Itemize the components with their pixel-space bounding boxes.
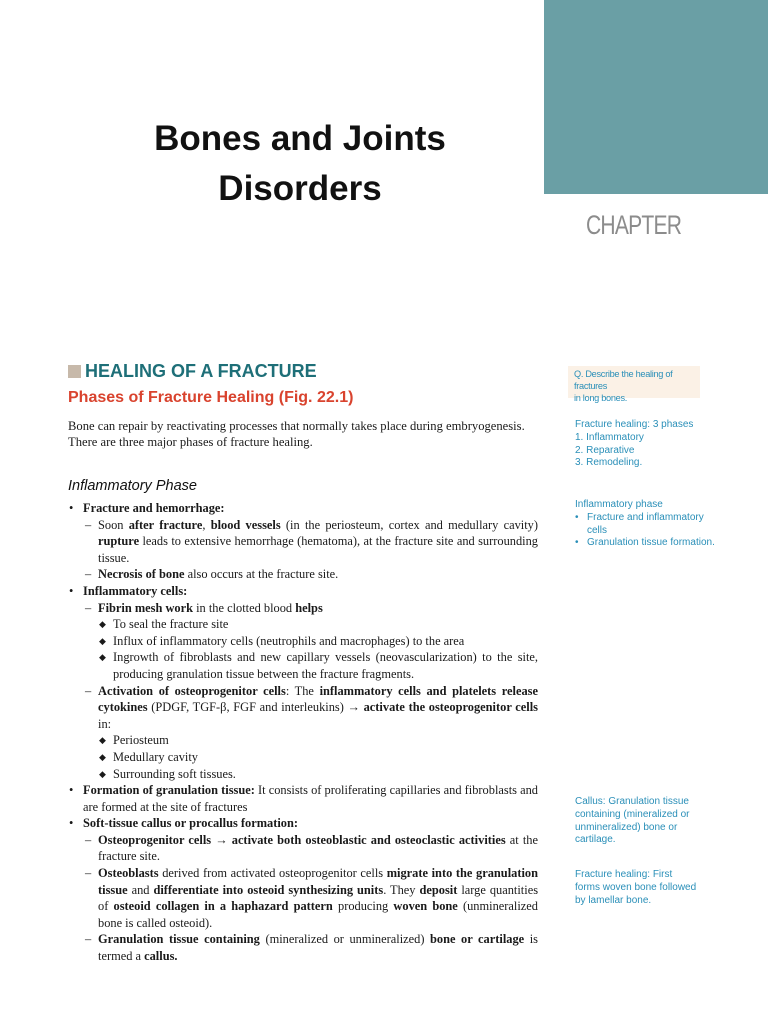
- text: Surrounding soft tissues.: [113, 766, 236, 781]
- bullet-icon: •: [69, 816, 74, 831]
- list-item: [68, 583, 538, 600]
- bullet-icon: •: [575, 511, 579, 523]
- text: large quantities of: [98, 882, 539, 914]
- intro-text: Bone can repair by reactivating processes that normally takes place during embryogenesis. There are three major phases of fracture healing.: [68, 419, 525, 449]
- text: Medullary cavity: [113, 749, 198, 764]
- bold-text: helps: [295, 600, 323, 615]
- bullet-icon: •: [575, 537, 579, 549]
- text: (mineralized or unmineralized): [259, 932, 431, 947]
- diamond-bullet-icon: ◆: [99, 619, 106, 630]
- phases-note-item: 2. Reparative: [575, 444, 635, 456]
- question-line-2: in long bones.: [574, 393, 628, 403]
- bold-text: after fracture: [128, 517, 203, 532]
- chapter-label: CHAPTER: [586, 210, 682, 240]
- list-item: [68, 600, 538, 617]
- phases-note-item: 1. Inflammatory: [575, 431, 644, 443]
- list-item: [68, 732, 538, 749]
- text: Ingrowth of fibroblasts and new capillary vessels (neovascularization) to the site, producing granulation tissue between the fracture fragments.: [113, 650, 538, 681]
- phases-note: [575, 419, 725, 470]
- text: also occurs at the fracture site.: [184, 567, 339, 582]
- body-list: [68, 500, 538, 965]
- list-item: [68, 649, 538, 682]
- list-item: [68, 633, 538, 650]
- list-item: [68, 517, 538, 567]
- diamond-bullet-icon: ◆: [99, 735, 106, 746]
- bold-text: woven bone: [393, 899, 458, 914]
- inflammatory-note-item-text: Granulation tissue formation.: [587, 537, 715, 549]
- text: (PDGF, TGF-β, FGF and interleukins) →: [147, 700, 364, 715]
- list-item: [68, 782, 538, 815]
- diamond-bullet-icon: ◆: [99, 751, 106, 762]
- diamond-bullet-icon: ◆: [99, 635, 106, 646]
- text: Influx of inflammatory cells (neutrophils and macrophages) to the area: [113, 633, 465, 648]
- question-line-1: Q. Describe the healing of fractures: [574, 369, 673, 391]
- bold-text: inflammatory cells and platelets release cytokines: [98, 683, 538, 715]
- text: is termed a: [98, 932, 538, 964]
- bold-text: deposit: [419, 882, 458, 897]
- bold-text: bone or cartilage: [430, 932, 525, 947]
- bullet-icon: •: [69, 583, 74, 598]
- bold-text: Inflammatory cells:: [83, 583, 188, 598]
- list-item: [68, 566, 538, 583]
- list-item: [68, 815, 538, 832]
- section-heading-text: HEALING OF A FRACTURE: [85, 361, 317, 381]
- text: Periosteum: [113, 733, 169, 748]
- text: producing: [332, 899, 394, 914]
- inflammatory-note-item-text: Fracture and inflammatory cells: [587, 511, 704, 536]
- text: To seal the fracture site: [113, 617, 229, 632]
- phase-heading: Inflammatory Phase: [68, 478, 197, 494]
- list-item: [68, 616, 538, 633]
- text: ,: [202, 517, 211, 532]
- subsection-heading: Phases of Fracture Healing (Fig. 22.1): [68, 389, 354, 406]
- text: leads to extensive hemorrhage (hematoma), at the fracture site and surrounding tissue.: [98, 534, 538, 565]
- phases-note-title: Fracture healing: 3 phases: [575, 419, 694, 430]
- bold-text: Fracture and hemorrhage:: [83, 501, 225, 515]
- diamond-bullet-icon: ◆: [99, 768, 106, 779]
- dash-icon: –: [85, 832, 92, 847]
- bold-text: osteoid collagen in a haphazard pattern: [113, 899, 333, 914]
- text: (in the periosteum, cortex and medullary cavity): [280, 517, 538, 532]
- inflammatory-note: [575, 499, 725, 550]
- list-item: [68, 832, 538, 865]
- dash-icon: –: [85, 517, 92, 532]
- bold-text: Soft-tissue callus or procallus formation:: [83, 816, 298, 831]
- callus-note: Callus: Granulation tissue containing (mineralized or unmineralized) bone or cartilage.: [575, 796, 690, 846]
- dash-icon: –: [85, 683, 92, 698]
- woven-bone-note: Fracture healing: First forms woven bone followed by lamellar bone.: [575, 869, 697, 906]
- inflammatory-note-item: [575, 512, 725, 538]
- inflammatory-note-title: Inflammatory phase: [575, 499, 663, 510]
- text: derived from activated osteoprogenitor cells: [158, 866, 387, 881]
- text: in the clotted blood: [193, 600, 296, 615]
- text: (unmineralized bone is called osteoid).: [98, 899, 538, 930]
- list-item: [68, 683, 538, 733]
- bold-text: Formation of granulation tissue:: [83, 783, 255, 798]
- bold-text: Granulation tissue containing: [98, 932, 260, 947]
- inflammatory-note-item: [575, 537, 725, 550]
- list-item: [68, 500, 538, 517]
- dash-icon: –: [85, 567, 92, 582]
- text: in:: [98, 716, 112, 731]
- bold-text: Necrosis of bone: [98, 567, 185, 582]
- bold-text: Activation of osteoprogenitor cells: [98, 683, 286, 698]
- bullet-icon: •: [69, 783, 74, 798]
- bold-text: migrate into the granulation tissue: [98, 866, 538, 897]
- diamond-bullet-icon: ◆: [99, 652, 106, 663]
- text: and: [127, 882, 154, 897]
- list-item: [68, 865, 538, 931]
- list-item: [68, 766, 538, 783]
- bullet-icon: •: [69, 501, 74, 515]
- section-heading: [68, 361, 317, 382]
- list-item: [68, 931, 538, 964]
- phases-note-item: 3. Remodeling.: [575, 457, 643, 469]
- text: : The: [285, 683, 320, 698]
- chapter-title-line-1: Bones and Joints: [154, 119, 446, 158]
- text: It consists of proliferating capillaries and fibroblasts and are formed at the site of fractures: [83, 783, 538, 814]
- bold-text: callus.: [144, 949, 178, 964]
- list-item: [68, 749, 538, 766]
- dash-icon: –: [85, 932, 92, 947]
- bold-text: Fibrin mesh work: [98, 600, 193, 615]
- chapter-color-block: [544, 0, 768, 194]
- bold-text: Osteoprogenitor cells → activate both osteoblastic and osteoclastic activities: [98, 832, 506, 847]
- chapter-title-line-2: Disorders: [218, 169, 382, 208]
- bold-text: activate the osteoprogenitor cells: [363, 700, 538, 715]
- text: . They: [383, 882, 420, 897]
- intro-paragraph: [68, 418, 550, 450]
- section-square-icon: [68, 365, 81, 378]
- bold-text: Osteoblasts: [98, 866, 159, 881]
- bold-text: rupture: [98, 534, 140, 549]
- text: Soon: [98, 517, 129, 532]
- text: at the fracture site.: [98, 832, 538, 864]
- chapter-title: [120, 114, 480, 214]
- bold-text: differentiate into osteoid synthesizing units: [153, 882, 384, 897]
- dash-icon: –: [85, 866, 92, 881]
- dash-icon: –: [85, 600, 92, 615]
- bold-text: blood vessels: [210, 517, 281, 532]
- question-note: [568, 366, 700, 403]
